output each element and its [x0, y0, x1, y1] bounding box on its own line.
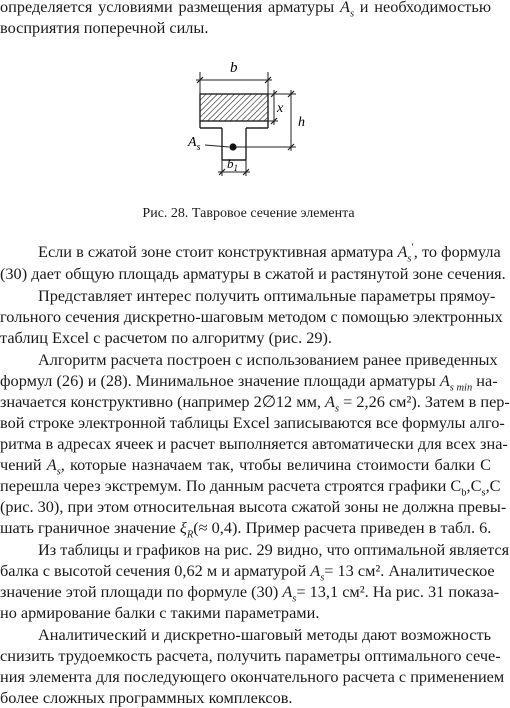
label-x: x — [277, 101, 284, 116]
text-line: Алгоритм расчета построен с использованием ранее приведенных — [38, 350, 498, 369]
text-line: гольного сечения дискретно-шаговым методом с помощью электронных — [0, 307, 503, 326]
text-line: таблиц Excel с расчетом по алгоритму (рис. 29). — [0, 328, 332, 347]
t-section-figure — [0, 0, 497, 200]
text-line: Если в сжатой зоне стоит конструктивная арматура $A_s'$, то формула — [38, 242, 501, 265]
text-line: восприятия поперечной силы. — [0, 18, 209, 37]
label-b: b — [230, 60, 238, 76]
dimension-x — [268, 90, 284, 125]
text-line: ния элемента для последующего окончательного расчета с применением — [0, 667, 505, 686]
text-line: значение этой площади по формуле (30) $A_s= 13,1$ см². На рис. 31 показа- — [0, 582, 500, 605]
text-line: снизить трудоемкость расчета, получить параметры оптимального сече- — [0, 646, 501, 665]
text-line: формул (26) и (28). Минимальное значение площади арматуры $A_{s min}$ на- — [0, 371, 498, 394]
text-line: определяется условиями размещения арматуры $A_s$ и необходимостью — [0, 0, 491, 20]
label-As: $A_s$ — [188, 135, 201, 153]
as-leader-line — [205, 145, 229, 147]
text-line: Аналитический и дискретно-шаговый методы дают возможность — [38, 625, 491, 644]
text-line: (30) дает общую площадь арматуры в сжатой и растянутой зоне сечения. — [0, 264, 506, 283]
text-line: Из таблицы и графиков на рис. 29 видно, что оптимальной является — [38, 540, 510, 559]
text-line: Представляет интерес получить оптимальные параметры прямоу- — [38, 286, 496, 305]
figure-caption: Рис. 28. Тавровое сечение элемента — [142, 206, 355, 221]
text-line: более сложных программных комплексов. — [0, 688, 293, 707]
dimension-b1 — [218, 156, 250, 176]
dimension-b — [196, 60, 272, 94]
text-line: вой строке электронной таблицы Excel записываются все формулы алго- — [0, 413, 505, 432]
text-line: балка с высотой сечения 0,62 м и арматурой $A_s= 13$ см². Аналитическое — [0, 561, 495, 584]
label-b1: $b_1$ — [227, 156, 238, 173]
label-h: h — [298, 115, 305, 130]
text-line: ритма в адресах ячеек и расчет выполняется автоматически для всех зна- — [0, 434, 508, 453]
compressed-zone-hatch — [200, 94, 268, 121]
text-line: значается конструктивно (например 2∅12 мм, $A_s = 2,26$ см²). Затем в пер- — [0, 392, 510, 415]
text-line: но армирование балки с такими параметрами. — [0, 603, 320, 622]
t-section-outline — [200, 121, 268, 160]
text-line: (рис. 30), при этом относительная высота сжатой зоны не должна превы- — [0, 497, 507, 516]
text-line: чений $A_s$, которые назначаем так, чтобы величина стоимости балки С — [0, 455, 491, 478]
text-line: шать граничное значение $\xi_R(\approx 0,4)$. Пример расчета приведен в табл. 6. — [0, 518, 492, 541]
text-line: перешла через экстремум. По данным расчета строятся графики $С_b,С_s,С$ — [0, 476, 501, 499]
